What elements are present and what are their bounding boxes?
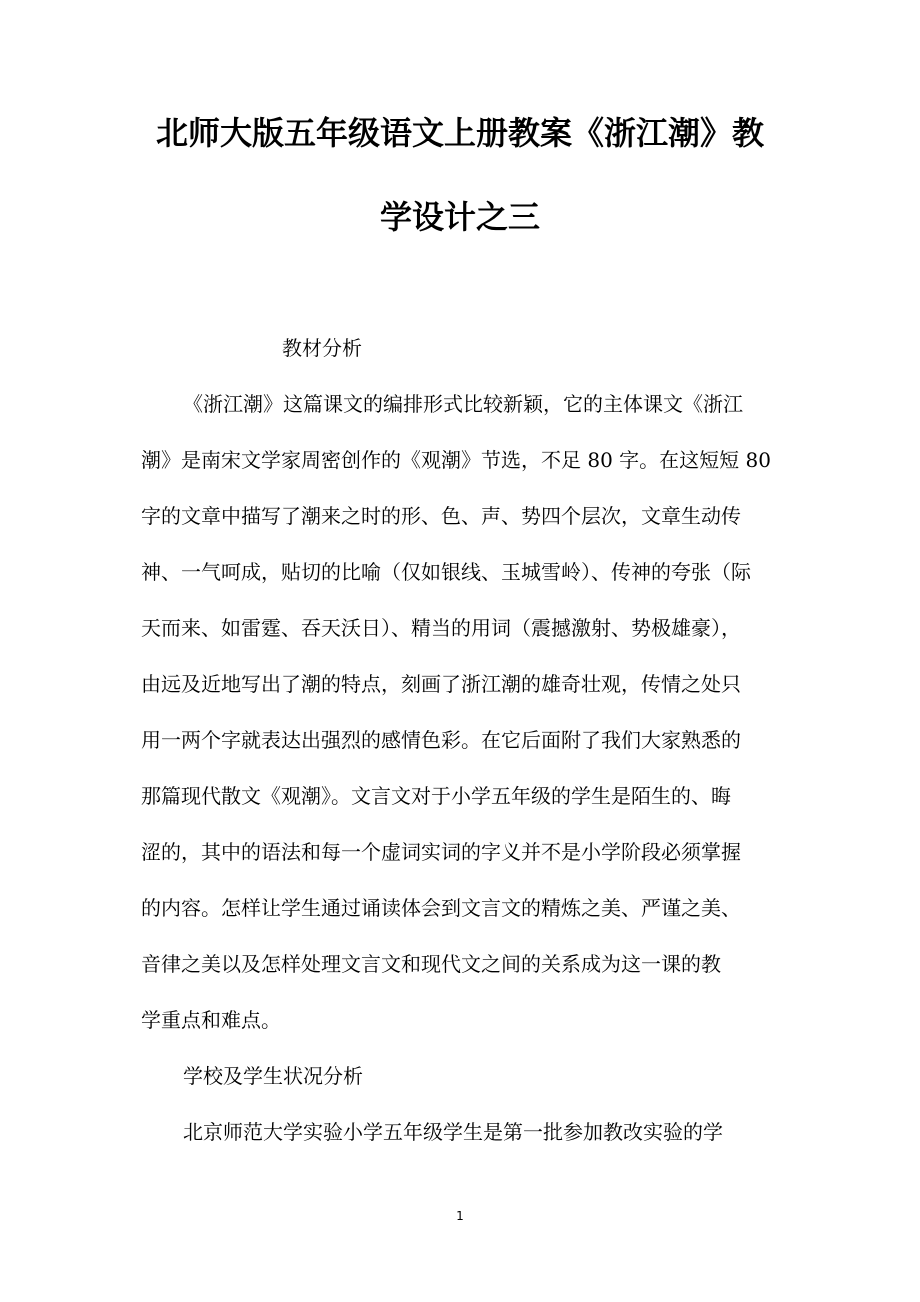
paragraph-line: 涩的，其中的语法和每一个虚词实词的字义并不是小学阶段必须掌握 xyxy=(141,840,741,864)
paragraph-line: 由远及近地写出了潮的特点，刻画了浙江潮的雄奇壮观，传情之处只 xyxy=(141,672,741,696)
paragraph-line: 天而来、如雷霆、吞天沃日）、精当的用词（震撼激射、势极雄豪）， xyxy=(141,616,741,640)
paragraph-line: 学重点和难点。 xyxy=(141,1008,281,1032)
paragraph-line: 的内容。怎样让学生通过诵读体会到文言文的精炼之美、严谨之美、 xyxy=(141,896,741,920)
paragraph-line: 那篇现代散文《观潮》。文言文对于小学五年级的学生是陌生的、晦 xyxy=(141,784,731,808)
document-title-line-2: 学设计之三 xyxy=(379,198,540,236)
paragraph-line: 《浙江潮》这篇课文的编排形式比较新颖，它的主体课文《浙江 xyxy=(183,392,743,416)
document-title-line-1: 北师大版五年级语文上册教案《浙江潮》教 xyxy=(155,114,764,152)
paragraph-line: 字的文章中描写了潮来之时的形、色、声、势四个层次，文章生动传 xyxy=(141,504,741,528)
paragraph-line: 北京师范大学实验小学五年级学生是第一批参加教改实验的学 xyxy=(183,1120,723,1144)
paragraph-line: 神、一气呵成，贴切的比喻（仅如银线、玉城雪岭）、传神的夸张（际 xyxy=(141,560,751,584)
paragraph-line: 音律之美以及怎样处理文言文和现代文之间的关系成为这一课的教 xyxy=(141,952,721,976)
section-heading-school-student-analysis: 学校及学生状况分析 xyxy=(183,1064,363,1088)
paragraph-line: 潮》是南宋文学家周密创作的《观潮》节选，不足 80 字。在这短短 80 xyxy=(141,448,771,472)
paragraph-line: 用一两个字就表达出强烈的感情色彩。在它后面附了我们大家熟悉的 xyxy=(141,728,741,752)
section-heading-material-analysis: 教材分析 xyxy=(282,336,362,360)
page-number: 1 xyxy=(456,1209,464,1223)
